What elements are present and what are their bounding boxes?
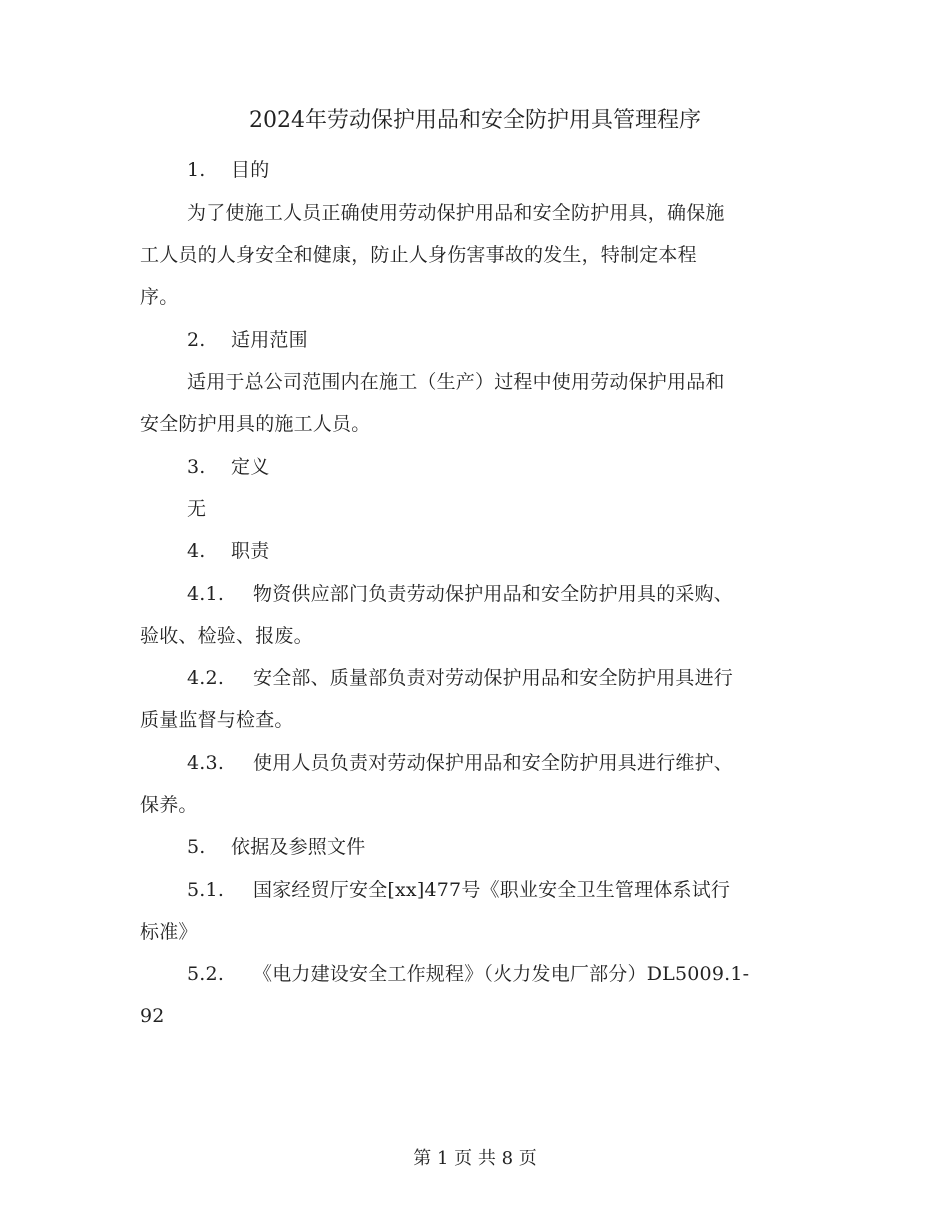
subsection-4-2 bbox=[187, 663, 733, 693]
paragraph-line: 质量监督与检查。 bbox=[140, 709, 294, 731]
subsection-number: 5.2. bbox=[187, 963, 225, 985]
document-title: 2024年劳动保护用品和安全防护用具管理程序 bbox=[249, 108, 701, 133]
section-5-heading bbox=[187, 832, 365, 862]
section-1-heading bbox=[187, 155, 269, 185]
paragraph-text: 国家经贸厅安全[xx]477号《职业安全卫生管理体系试行 bbox=[253, 879, 731, 901]
paragraph-text: 安全部、质量部负责对劳动保护用品和安全防护用具进行 bbox=[253, 667, 734, 689]
subsection-number: 4.1. bbox=[187, 583, 225, 605]
subsection-number: 4.3. bbox=[187, 752, 225, 774]
section-number: 5. bbox=[187, 836, 206, 858]
subsection-4-1 bbox=[187, 579, 733, 609]
paragraph-text: 使用人员负责对劳动保护用品和安全防护用具进行维护、 bbox=[253, 752, 734, 774]
paragraph-line: 安全防护用具的施工人员。 bbox=[140, 413, 371, 435]
section-title: 适用范围 bbox=[231, 329, 308, 351]
paragraph-line: 为了使施工人员正确使用劳动保护用品和安全防护用具，确保施 bbox=[187, 202, 725, 224]
subsection-number: 4.2. bbox=[187, 667, 225, 689]
paragraph-line: 92 bbox=[140, 1005, 165, 1027]
section-number: 2. bbox=[187, 329, 206, 351]
section-2-heading bbox=[187, 325, 308, 355]
section-4-heading bbox=[187, 536, 269, 566]
section-number: 3. bbox=[187, 456, 206, 478]
paragraph-line: 适用于总公司范围内在施工（生产）过程中使用劳动保护用品和 bbox=[187, 371, 725, 393]
section-title: 定义 bbox=[231, 456, 270, 478]
section-number: 1. bbox=[187, 159, 206, 181]
section-3-heading bbox=[187, 452, 269, 482]
paragraph-line: 无 bbox=[187, 498, 207, 520]
subsection-5-2 bbox=[187, 959, 749, 989]
paragraph-line: 保养。 bbox=[140, 794, 198, 816]
section-title: 依据及参照文件 bbox=[231, 836, 366, 858]
page-footer: 第 1 页 共 8 页 bbox=[413, 1148, 537, 1169]
paragraph-line: 序。 bbox=[140, 286, 179, 308]
subsection-number: 5.1. bbox=[187, 879, 225, 901]
paragraph-line: 工人员的人身安全和健康，防止人身伤害事故的发生，特制定本程 bbox=[140, 244, 697, 266]
paragraph-text: 物资供应部门负责劳动保护用品和安全防护用具的采购、 bbox=[253, 583, 734, 605]
section-number: 4. bbox=[187, 540, 206, 562]
subsection-4-3 bbox=[187, 748, 733, 778]
subsection-5-1 bbox=[187, 875, 730, 905]
paragraph-text: 《电力建设安全工作规程》（火力发电厂部分）DL5009.1- bbox=[253, 963, 750, 985]
section-title: 目的 bbox=[231, 159, 270, 181]
paragraph-line: 验收、检验、报废。 bbox=[140, 625, 313, 647]
paragraph-line: 标准》 bbox=[140, 921, 198, 943]
section-title: 职责 bbox=[231, 540, 270, 562]
